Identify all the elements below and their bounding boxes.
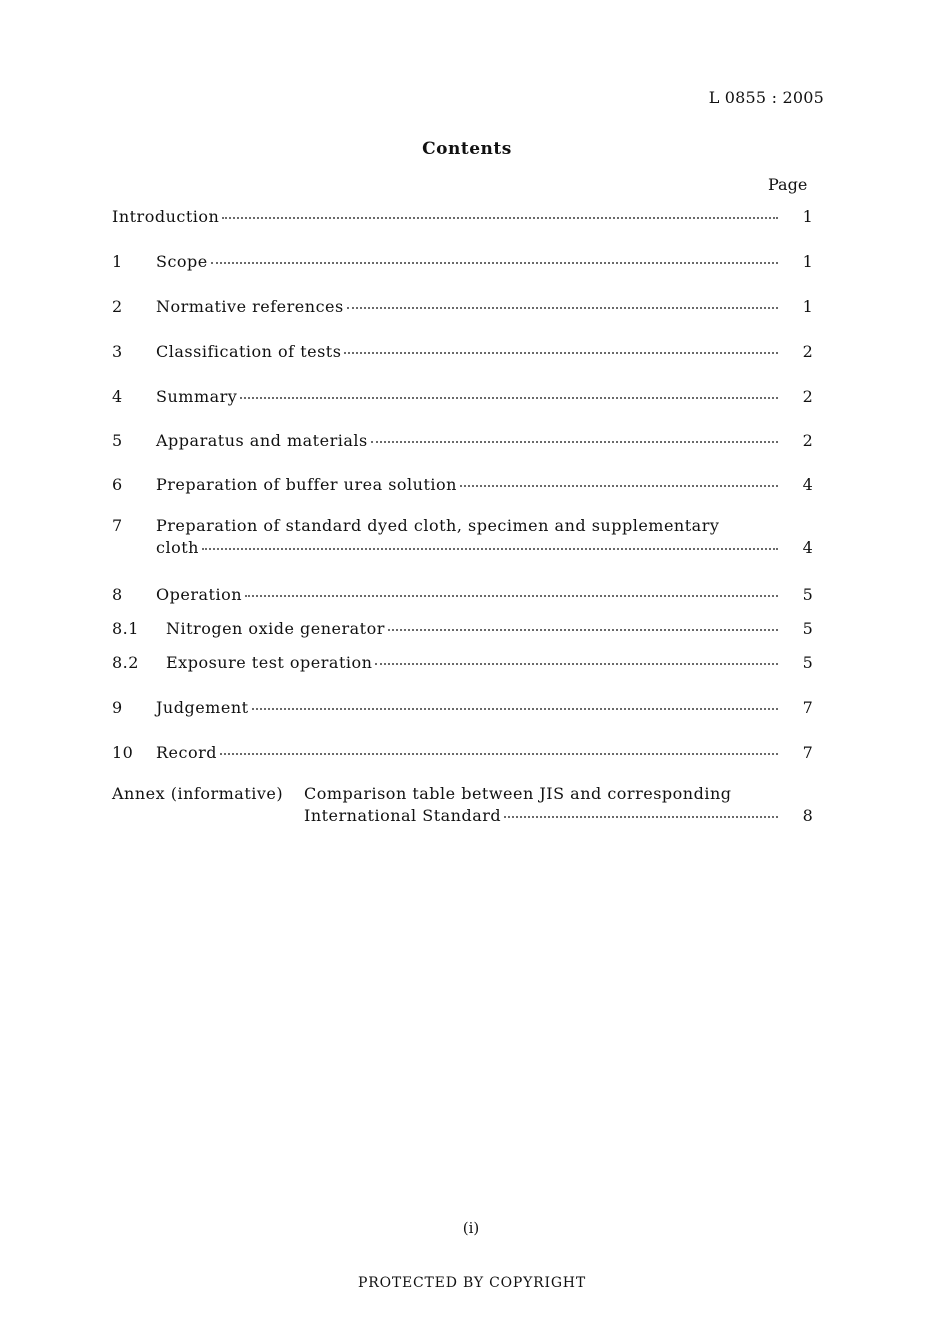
dot-leader — [211, 246, 778, 264]
toc-entry-exposure-test-operation[interactable] — [112, 650, 832, 672]
toc-number: 9 — [112, 698, 123, 717]
toc-number: 2 — [112, 297, 123, 316]
toc-entry-introduction[interactable] — [112, 204, 832, 226]
dot-leader — [371, 425, 778, 443]
toc-entry-classification-of-tests[interactable] — [112, 339, 832, 361]
toc-title: Introduction — [112, 207, 220, 226]
toc-entry-summary[interactable] — [112, 384, 832, 406]
toc-entry-standard-dyed-cloth[interactable] — [112, 516, 832, 557]
dot-leader — [252, 692, 778, 710]
dot-leader — [240, 381, 778, 399]
toc-title: Preparation of standard dyed cloth, specimen and supplementary — [156, 516, 720, 535]
toc-title: Normative references — [156, 297, 344, 316]
page-column-label: Page — [768, 175, 808, 194]
toc-entry-record[interactable] — [112, 740, 832, 762]
toc-title: Classification of tests — [156, 342, 342, 361]
toc-entry-buffer-urea-solution[interactable] — [112, 472, 832, 494]
toc-entry-scope[interactable] — [112, 249, 832, 271]
toc-page-number: 4 — [802, 538, 814, 557]
toc-entry-nitrogen-oxide-generator[interactable] — [112, 616, 832, 638]
toc-title: Scope — [156, 252, 208, 271]
toc-number: 6 — [112, 475, 123, 494]
dot-leader — [504, 800, 778, 818]
toc-number: 3 — [112, 342, 123, 361]
toc-number: 10 — [112, 743, 134, 762]
toc-page-number: 8 — [802, 806, 814, 825]
toc-title: Summary — [156, 387, 238, 406]
toc-page-number: 5 — [802, 619, 814, 638]
toc-number: 1 — [112, 252, 123, 271]
dot-leader — [460, 469, 778, 487]
toc-page-number: 4 — [802, 475, 814, 494]
toc-title: Judgement — [156, 698, 249, 717]
dot-leader — [347, 291, 778, 309]
dot-leader — [222, 201, 778, 219]
toc-title: Apparatus and materials — [156, 431, 368, 450]
document-code: L 0855 : 2005 — [708, 88, 824, 107]
toc-number: 5 — [112, 431, 123, 450]
toc-entry-annex[interactable] — [112, 784, 832, 825]
footer-page-number: (i) — [462, 1219, 480, 1237]
dot-leader — [375, 647, 778, 665]
toc-entry-apparatus-and-materials[interactable] — [112, 428, 832, 450]
toc-title-continuation: cloth — [156, 538, 199, 557]
toc-page-number: 1 — [802, 252, 814, 271]
annex-title-line2: International Standard — [304, 806, 502, 825]
toc-page-number: 2 — [802, 431, 814, 450]
toc-page-number: 5 — [802, 585, 814, 604]
toc-title: Preparation of buffer urea solution — [156, 475, 457, 494]
contents-title: Contents — [422, 139, 512, 159]
dot-leader — [245, 579, 778, 597]
annex-label: Annex (informative) — [112, 784, 284, 803]
toc-page-number: 2 — [802, 342, 814, 361]
toc-title: Nitrogen oxide generator — [166, 619, 385, 638]
toc-number: 4 — [112, 387, 123, 406]
toc-page-number: 7 — [802, 698, 814, 717]
toc-page-number: 2 — [802, 387, 814, 406]
toc-number: 8.2 — [112, 653, 139, 672]
toc-page-number: 1 — [802, 207, 814, 226]
toc-entry-judgement[interactable] — [112, 695, 832, 717]
toc-page-number: 1 — [802, 297, 814, 316]
toc-title: Record — [156, 743, 217, 762]
toc-page-number: 5 — [802, 653, 814, 672]
toc-title: Operation — [156, 585, 242, 604]
dot-leader — [202, 532, 778, 550]
dot-leader — [344, 336, 778, 354]
toc-page-number: 7 — [802, 743, 814, 762]
annex-title-line1: Comparison table between JIS and corresponding — [304, 784, 732, 803]
toc-number: 8 — [112, 585, 123, 604]
toc-number: 8.1 — [112, 619, 139, 638]
dot-leader — [388, 613, 778, 631]
dot-leader — [220, 737, 778, 755]
toc-entry-normative-references[interactable] — [112, 294, 832, 316]
toc-number: 7 — [112, 516, 123, 535]
toc-entry-operation[interactable] — [112, 582, 832, 604]
toc-title: Exposure test operation — [166, 653, 373, 672]
copyright-notice: PROTECTED BY COPYRIGHT — [358, 1275, 586, 1291]
